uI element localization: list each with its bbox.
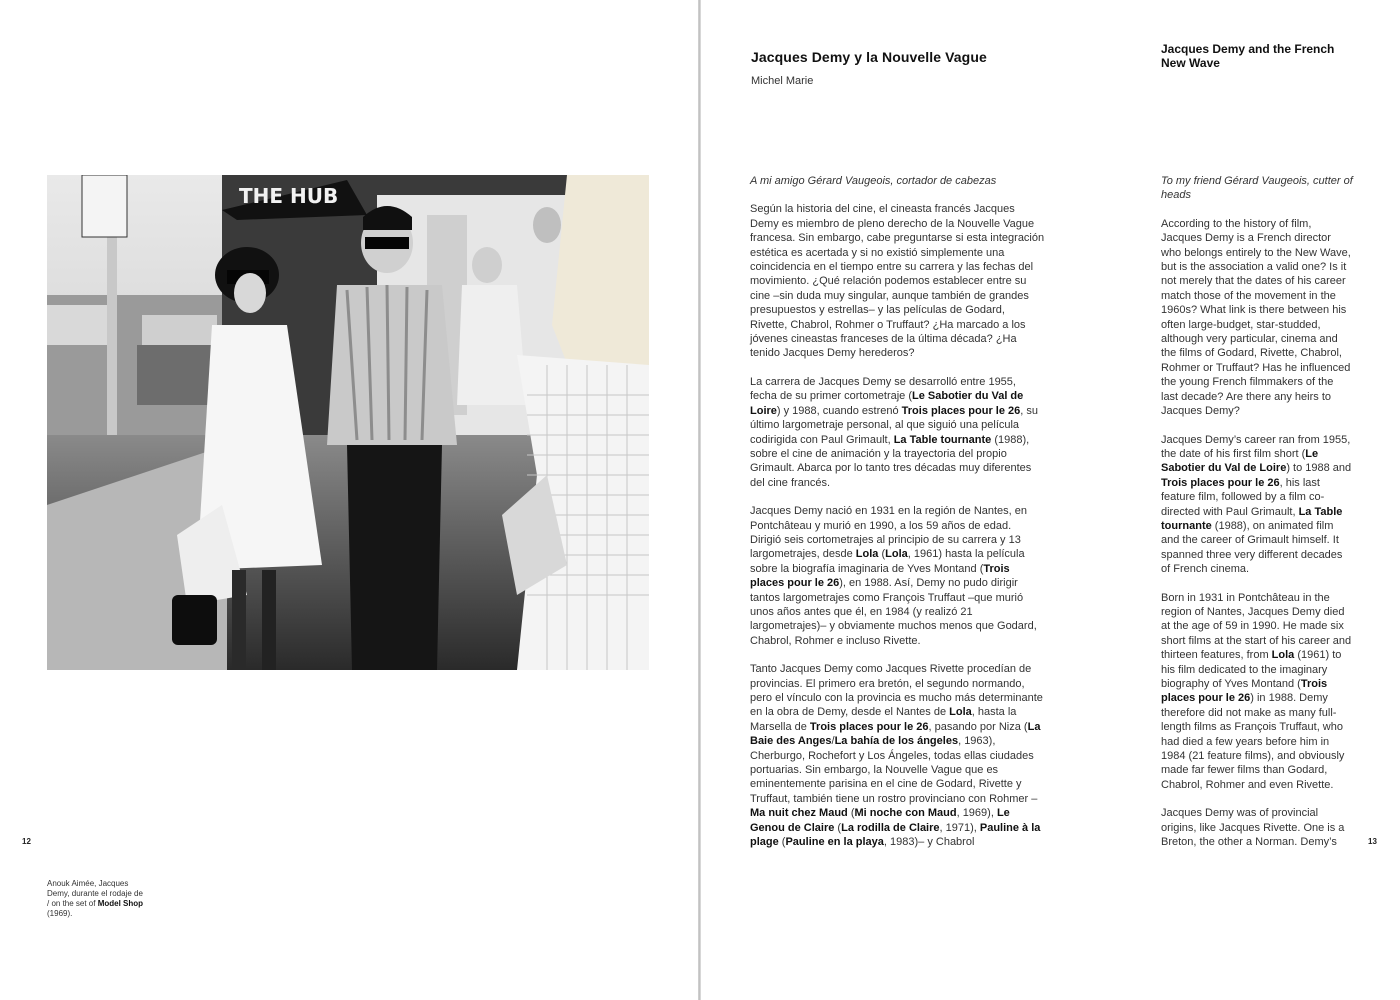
photo-caption (47, 879, 147, 919)
article-title-es: Jacques Demy y la Nouvelle Vague (751, 49, 987, 65)
paragraph-es-2: La carrera de Jacques Demy se desarrolló entre 1955, fecha de su primer cortometraje (Le Sabotier du Val de Loire) y 1988, cuando estrenó Trois places pour le 26, su último largometraje personal, al que siguió una película codirigida con Paul Grimault, La Table tournante (1988), sobre el cine de animación y la trayectoria del propio Grimault. Abarca por lo tanto tres décadas muy diferentes del cine francés. (750, 375, 1038, 489)
paragraph-es-1: Según la historia del cine, el cineasta francés Jacques Demy es miembro de pleno derecho de la Nouvelle Vague francesa. Sin embargo, cabe preguntarse si esta integración estética es acertada y si no existió simplemente una coincidencia en el tiempo entre su carrera y las fechas del movimiento. ¿Qué relación podemos establecer entre su cine –sin duda muy singular, aunque también de grandes presupuestos y estrellas– y las películas de Godard, Rivette, Chabrol, Rohmer o Truffaut? ¿Ha marcado a los jóvenes cineastas franceses de la última década? ¿Ha tenido Jacques Demy herederos? (750, 203, 1045, 360)
film-still-photo (47, 175, 649, 670)
page-number-right: 13 (1368, 837, 1377, 846)
spanish-text-column (750, 174, 1045, 863)
caption-film-title: Model Shop (97, 899, 144, 908)
paragraph-en-2: Jacques Demy’s career ran from 1955, the date of his first film short (Le Sabotier du Val de Loire) to 1988 and Trois places pour le 26, his last feature film, followed by a film co-directed with Paul Grimault, La Table tournante (1988), on animated film and the career of Grimault himself. It spanned three very different decades of French cinema. (1161, 433, 1352, 576)
paragraph-es-4: Tanto Jacques Demy como Jacques Rivette procedían de provincias. El primero era bretón, el segundo normando, pero el vínculo con la provincia es mucho más determinante en la obra de Demy, desde el Nantes de Lola, hasta la Marsella de Trois places pour le 26, pasando por Niza (La Baie des Anges/La bahía de los ángeles, 1963), Cherburgo, Rochefort y Los Ángeles, todas ellas ciudades portuarias. Sin embargo, la Nouvelle Vague que es eminentemente parisina en el cine de Godard, Rivette y Truffaut, también tiene un rostro provinciano con Rohmer –Ma nuit chez Maud (Mi noche con Maud, 1969), Le Genou de Claire (La rodilla de Claire, 1971), Pauline à la plage (Pauline en la playa, 1983)– y Chabrol (750, 663, 1043, 849)
paragraph-en-4: Jacques Demy was of provincial origins, like Jacques Rivette. One is a Breton, the other a Norman. Demy’s (1161, 807, 1345, 849)
dedication-es: A mi amigo Gérard Vaugeois, cortador de cabezas (750, 175, 997, 187)
english-text-column (1161, 174, 1353, 863)
photograph-icon (47, 175, 649, 670)
paragraph-es-3: Jacques Demy nació en 1931 en la región de Nantes, en Pontchâteau y murió en 1990, a los 59 años de edad. Dirigió seis cortometrajes al principio de su carrera y 13 largometrajes, desde Lola (Lola, 1961) hasta la película sobre la biografía imaginaria de Yves Montand (Trois places pour le 26), en 1988. Así, Demy no pudo dirigir tantos largometrajes como François Truffaut –que murió unos años antes que él, en 1984 (y realizó 21 largometrajes)– y obviamente muchos menos que Godard, Chabrol, Rohmer e incluso Rivette. (750, 505, 1037, 647)
left-page (0, 0, 699, 1000)
paragraph-en-3: Born in 1931 in Pontchâteau in the region of Nantes, Jacques Demy died at the age of 59 in 1990. He made six short films at the start of his career and thirteen features, from Lola (1961) to his film dedicated to the imaginary biography of Yves Montand (Trois places pour le 26) in 1988. Demy therefore did not make as many full-length films as François Truffaut, who had died a few years before him in 1984 (21 feature films), and obviously made far fewer films than Godard, Chabrol, Rohmer and even Rivette. (1161, 591, 1352, 791)
caption-text: Anouk Aimée, Jacques Demy, durante el rodaje de / on the set of (47, 879, 143, 908)
article-title-en: Jacques Demy and the French New Wave (1161, 42, 1335, 70)
article-author: Michel Marie (751, 75, 814, 87)
caption-year: (1969). (47, 909, 73, 918)
right-page (701, 0, 1400, 1000)
paragraph-en-1: According to the history of film, Jacques Demy is a French director who belongs entirely to the New Wave, but is the association a valid one? Is it not merely that the dates of his career match those of the movement in the 1960s? What link is there between his often large-budget, star-studded, although very particular, cinema and the films of Godard, Rivette, Chabrol, Rohmer or Truffaut? Has he influenced the young French filmmakers of the last decade? Are there any heirs to Jacques Demy? (1161, 217, 1351, 418)
hub-sign: THE HUB (239, 184, 339, 208)
page-number-left: 12 (22, 837, 31, 846)
dedication-en: To my friend Gérard Vaugeois, cutter of heads (1161, 175, 1353, 202)
